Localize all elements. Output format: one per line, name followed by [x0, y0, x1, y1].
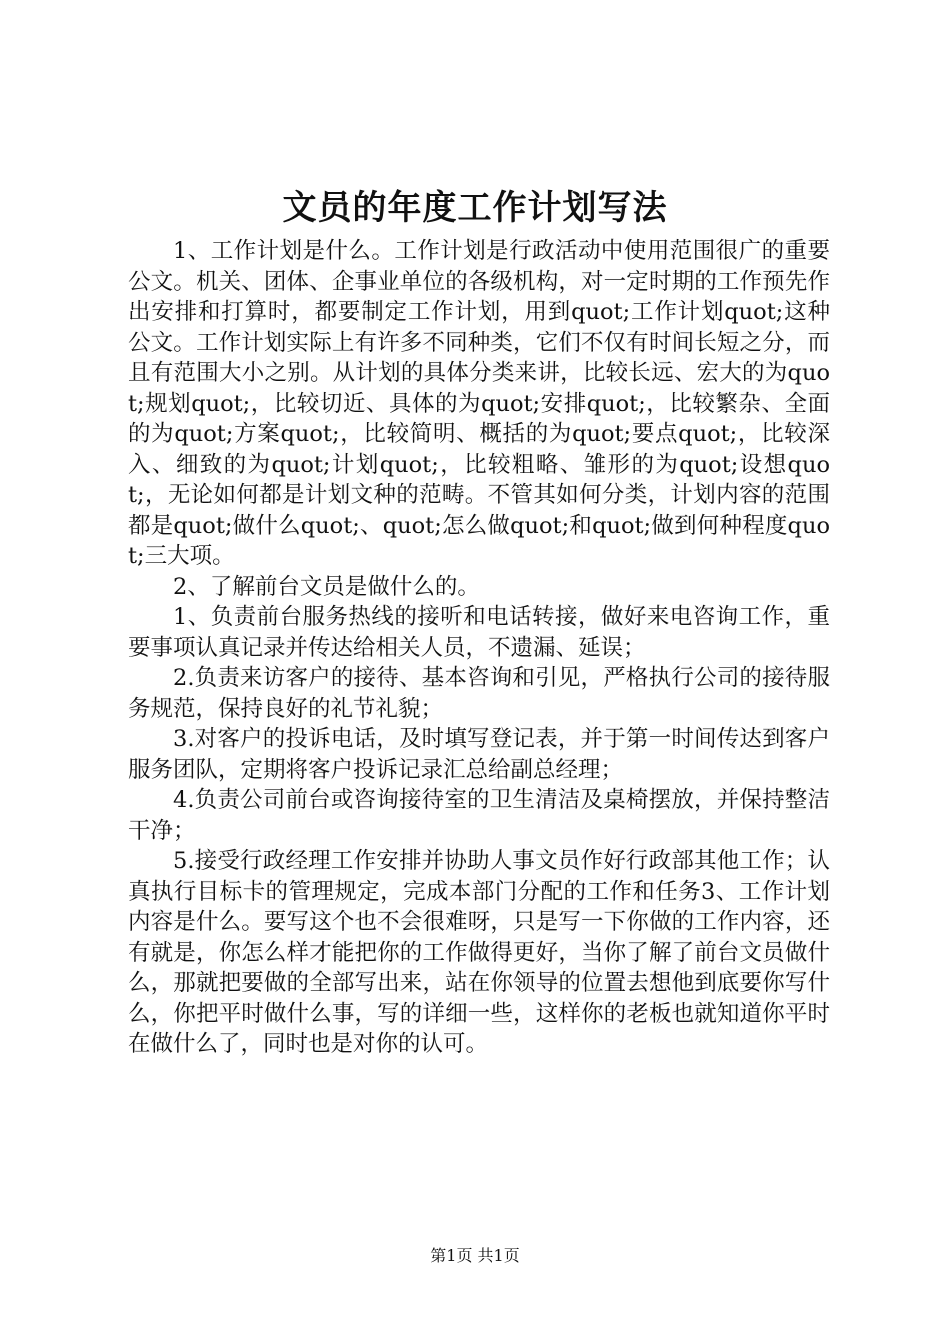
paragraph-7: 5.接受行政经理工作安排并协助人事文员作好行政部其他工作；认真执行目标卡的管理规定，完成本部门分配的工作和任务3、工作计划内容是什么。要写这个也不会很难呀，只是写一下你做的工作内容，还有就是，你怎么样才能把你的工作做得更好，当你了解了前台文员做什么，那就把要做的全部写出来，站在你领导的位置去想他到底要你写什么，你把平时做什么事，写的详细一些，这样你的老板也就知道你平时在做什么了，同时也是对你的认可。 — [128, 848, 830, 1057]
document-body — [128, 236, 830, 1060]
paragraph-5: 3.对客户的投诉电话，及时填写登记表，并于第一时间传达到客户服务团队，定期将客户投诉记录汇总给副总经理； — [128, 726, 830, 783]
paragraph-2: 2、了解前台文员是做什么的。 — [173, 573, 480, 600]
paragraph-4: 2.负责来访客户的接待、基本咨询和引见，严格执行公司的接待服务规范，保持良好的礼节礼貌； — [128, 665, 830, 722]
paragraph-6: 4.负责公司前台或咨询接待室的卫生清洁及桌椅摆放，并保持整洁干净； — [128, 787, 830, 844]
document-title: 文员的年度工作计划写法 — [282, 188, 668, 228]
paragraph-1: 1、工作计划是什么。工作计划是行政活动中使用范围很广的重要公文。机关、团体、企事业单位的各级机构，对一定时期的工作预先作出安排和打算时，都要制定工作计划，用到quot;工作计划quot;这种公文。工作计划实际上有许多不同种类，它们不仅有时间长短之分，而且有范围大小之别。从计划的具体分类来讲，比较长远、宏大的为quot;规划quot;，比较切近、具体的为quot;安排quot;，比较繁杂、全面的为quot;方案quot;，比较简明、概括的为quot;要点quot;，比较深入、细致的为quot;计划quot;，比较粗略、雏形的为quot;设想quot;，无论如何都是计划文种的范畴。不管其如何分类，计划内容的范围都是quot;做什么quot;、quot;怎么做quot;和quot;做到何种程度quot;三大项。 — [128, 238, 830, 569]
paragraph-3: 1、负责前台服务热线的接听和电话转接，做好来电咨询工作，重要事项认真记录并传达给相关人员，不遗漏、延误； — [128, 604, 830, 661]
page-number-footer: 第1页 共1页 — [430, 1246, 520, 1265]
